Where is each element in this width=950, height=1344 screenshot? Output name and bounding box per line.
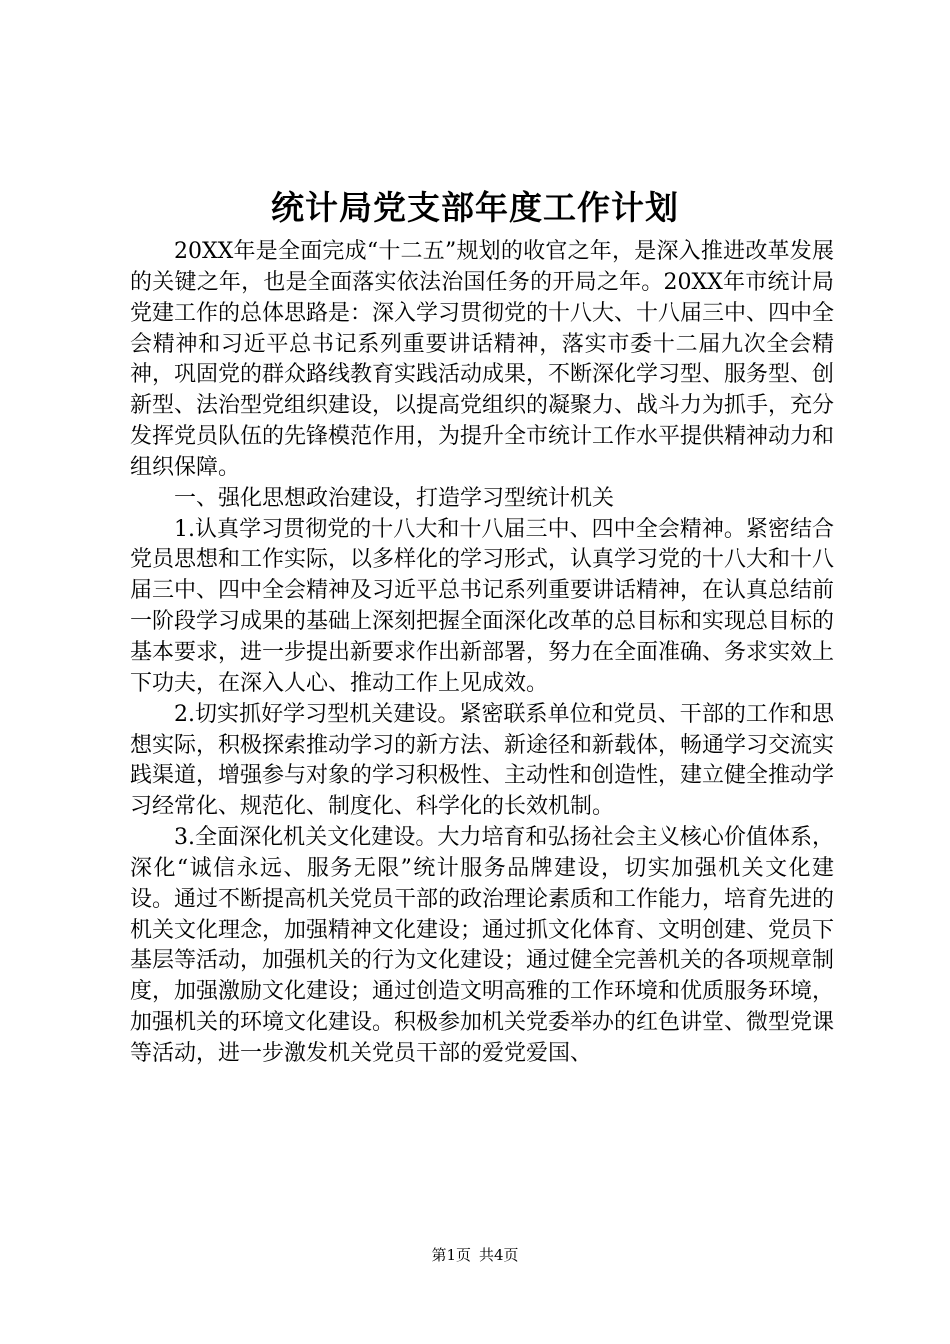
page-footer	[0, 1243, 950, 1267]
intro-paragraph: 20XX年是全面完成“十二五”规划的收官之年，是深入推进改革发展的关键之年，也是全面落实依法治国任务的开局之年。20XX年市统计局党建工作的总体思路是：深入学习贯彻党的十八大、十八届三中、四中全会精神和习近平总书记系列重要讲话精神，落实市委十二届九次全会精神，巩固党的群众路线教育实践活动成果，不断深化学习型、服务型、创新型、法治型党组织建设，以提高党组织的凝聚力、战斗力为抓手，充分发挥党员队伍的先锋模范作用，为提升全市统计工作水平提供精神动力和组织保障。	[130, 239, 835, 480]
page-total: 共4页	[479, 1246, 519, 1264]
page-number: 第1页	[431, 1246, 471, 1264]
item-paragraph-2: 2.切实抓好学习型机关建设。紧密联系单位和党员、干部的工作和思想实际，积极探索推动学习的新方法、新途径和新载体，畅通学习交流实践渠道，增强参与对象的学习积极性、主动性和创造性，建立健全推动学习经常化、规范化、制度化、科学化的长效机制。	[130, 701, 835, 820]
section-heading-1: 一、强化思想政治建设，打造学习型统计机关	[174, 485, 615, 511]
document-title: 统计局党支部年度工作计划	[271, 188, 679, 227]
document-body	[130, 237, 834, 1070]
item-paragraph-1: 1.认真学习贯彻党的十八大和十八届三中、四中全会精神。紧密结合党员思想和工作实际，以多样化的学习形式，认真学习党的十八大和十八届三中、四中全会精神及习近平总书记系列重要讲话精神，在认真总结前一阶段学习成果的基础上深刻把握全面深化改革的总目标和实现总目标的基本要求，进一步提出新要求作出新部署，努力在全面准确、务求实效上下功夫，在深入人心、推动工作上见成效。	[130, 516, 835, 696]
item-paragraph-3: 3.全面深化机关文化建设。大力培育和弘扬社会主义核心价值体系，深化“诚信永远、服务无限”统计服务品牌建设，切实加强机关文化建设。通过不断提高机关党员干部的政治理论素质和工作能力，培育先进的机关文化理念，加强精神文化建设；通过抓文化体育、文明创建、党员下基层等活动，加强机关的行为文化建设；通过健全完善机关的各项规章制度，加强激励文化建设；通过创造文明高雅的工作环境和优质服务环境，加强机关的环境文化建设。积极参加机关党委举办的红色讲堂、微型党课等活动，进一步激发机关党员干部的爱党爱国、	[130, 825, 835, 1066]
